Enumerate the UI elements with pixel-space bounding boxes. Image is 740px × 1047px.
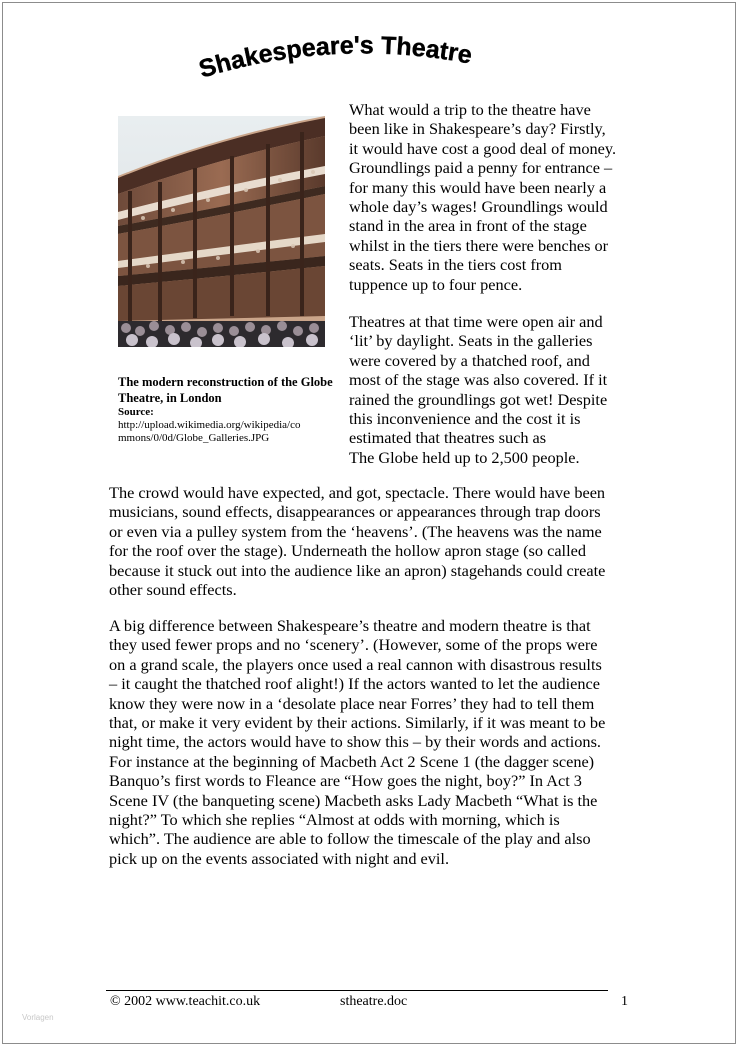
paragraph-open-air: Theatres at that time were open air and ‘lit’ by daylight. Seats in the galleries were covered by a thatched roof, and most of the stage was also covered. If it rained the groundlings got wet! Despite this inconvenience and the cost it is estimated that theatres such as The Globe held up to 2,500 people. bbox=[349, 312, 608, 467]
svg-text:Shakespeare's Theatre bbox=[196, 31, 475, 83]
footer-copyright: © 2002 www.teachit.co.uk bbox=[110, 994, 261, 1009]
paragraph-spectacle: The crowd would have expected, and got, spectacle. There would have been musicians, sound effects, disappearances or appearances through trap doors or even via a pulley system from the ‘heavens’. (The heavens was the name for the roof over the stage). Underneath the hollow apron stage (so called because it stuck out into the audience like an apron) stagehands could create other sound effects. bbox=[109, 483, 606, 600]
globe-photo-illustration bbox=[118, 116, 325, 347]
page-title bbox=[190, 26, 520, 86]
watermark: Vorlagen bbox=[22, 1013, 54, 1022]
footer-divider bbox=[106, 990, 608, 991]
paragraph-trip-cost: What would a trip to the theatre have been like in Shakespeare’s day? Firstly, it would have cost a good deal of money. Groundlings paid a penny for entrance – for many this would have been nearly a whole day’s wages! Groundlings would stand in the area in front of the stage whilst in the tiers there were benches or seats. Seats in the tiers cost from tuppence up to four pence. bbox=[349, 100, 617, 294]
title-text: Shakespeare's Theatre bbox=[195, 31, 475, 84]
footer-filename: stheatre.doc bbox=[340, 994, 408, 1009]
globe-theatre-photo bbox=[118, 116, 325, 347]
caption-source-url: http://upload.wikimedia.org/wikipedia/commons/0/0d/Globe_Galleries.JPG bbox=[118, 419, 301, 444]
caption-title: The modern reconstruction of the Globe Theatre, in London bbox=[118, 375, 333, 405]
paragraph-props-scenery: A big difference between Shakespeare’s theatre and modern theatre is that they used fewer props and no ‘scenery’. (However, some of the props were on a grand scale, the players once used a real cannon with disastrous results – it caught the thatched roof alight!) If the actors wanted to let the audience know they were now in a ‘desolate place near Forres’ they had to tell them that, or make it very evident by their actions. Similarly, if it was meant to be night time, the actors would have to show this – by their words and actions. For instance at the beginning of Macbeth Act 2 Scene 1 (the dagger scene) Banquo’s first words to Fleance are “How goes the night, boy?” In Act 3 Scene IV (the banqueting scene) Macbeth asks Lady Macbeth “What is the night?” To which she replies “Almost at odds with morning, which is which”. The audience are able to follow the timescale of the play and also pick up on the events associated with night and evil. bbox=[109, 616, 606, 868]
caption-source-label: Source: bbox=[118, 406, 154, 418]
photo-caption bbox=[118, 374, 338, 445]
footer-page-number: 1 bbox=[621, 994, 628, 1009]
